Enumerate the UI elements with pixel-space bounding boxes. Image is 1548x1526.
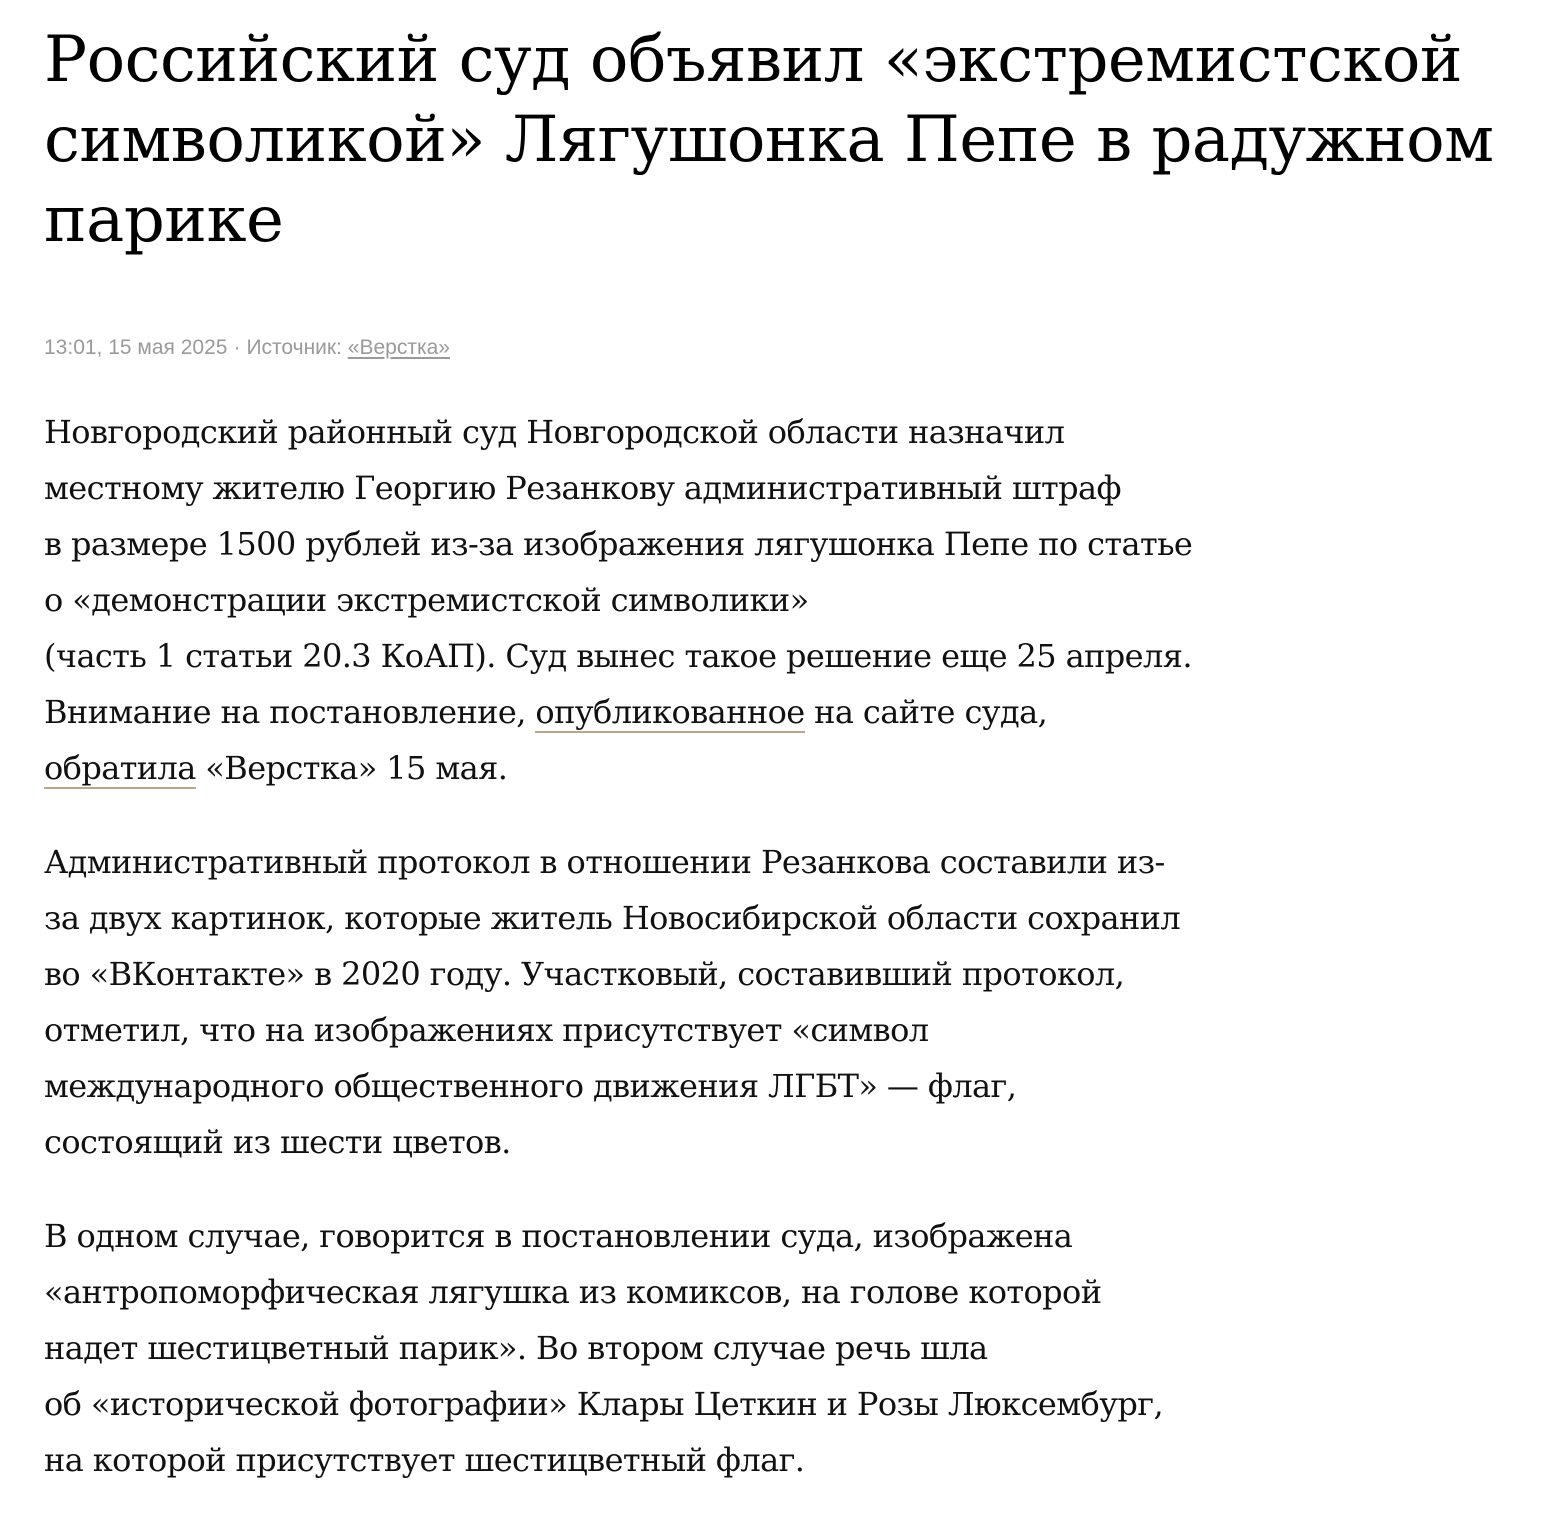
paragraph-line: (часть 1 статьи 20.3 КоАП). Суд вынес такое решение еще 25 апреля. [44,637,1192,675]
paragraph-line: Новгородский районный суд Новгородской области назначил [44,413,1065,451]
paragraph-line: за двух картинок, которые житель Новосибирской области сохранил [44,899,1181,937]
paragraph-line: в размере 1500 рублей из-за изображения лягушонка Пепе по статье [44,525,1193,563]
article [44,0,1524,1526]
paragraph-text: «Верстка» 15 мая. [195,749,508,787]
headline-line: символикой» Лягушонка Пепе в радужном [44,103,1494,177]
paragraph-line [44,740,1344,796]
paragraph-line [44,684,1344,740]
article-paragraph-1 [44,404,1344,796]
paragraph-text: на сайте суда, [804,693,1048,731]
headline-line: Российский суд объявил «экстремистской [44,23,1462,97]
article-paragraph-3 [44,1208,1344,1488]
source-link[interactable]: «Верстка» [347,336,450,359]
paragraph-line: на которой присутствует шестицветный флаг. [44,1441,805,1479]
paragraph-line: о «демонстрации экстремистской символики» [44,581,809,619]
article-paragraph-2 [44,834,1344,1170]
paragraph-line: отметил, что на изображениях присутствует «символ [44,1011,929,1049]
article-meta [44,334,1524,362]
paragraph-line: международного общественного движения ЛГБТ» — флаг, [44,1067,1017,1105]
paragraph-line: Административный протокол в отношении Резанкова составили из- [44,843,1165,881]
paragraph-line: надет шестицветный парик». Во втором случае речь шла [44,1329,988,1367]
paragraph-line: «антропоморфическая лягушка из комиксов, на голове которой [44,1273,1102,1311]
headline-line: парике [44,183,284,257]
publish-timestamp: 13:01, 15 мая 2025 [44,336,228,359]
paragraph-line: В одном случае, говорится в постановлении суда, изображена [44,1217,1073,1255]
paragraph-line: местному жителю Георгию Резанкову административный штраф [44,469,1121,507]
paragraph-text: Внимание на постановление, [44,693,536,731]
paragraph-line: состоящий из шести цветов. [44,1123,511,1161]
source-label: Источник: [246,336,342,359]
verstka-report-link[interactable]: обратила [44,749,196,787]
article-headline [44,0,1524,260]
article-body [44,404,1344,1488]
published-ruling-link[interactable]: опубликованное [535,693,805,731]
paragraph-line: во «ВКонтакте» в 2020 году. Участковый, составивший протокол, [44,955,1125,993]
paragraph-line: об «исторической фотографии» Клары Цеткин и Розы Люксембург, [44,1385,1164,1423]
meta-separator: · [233,336,241,359]
